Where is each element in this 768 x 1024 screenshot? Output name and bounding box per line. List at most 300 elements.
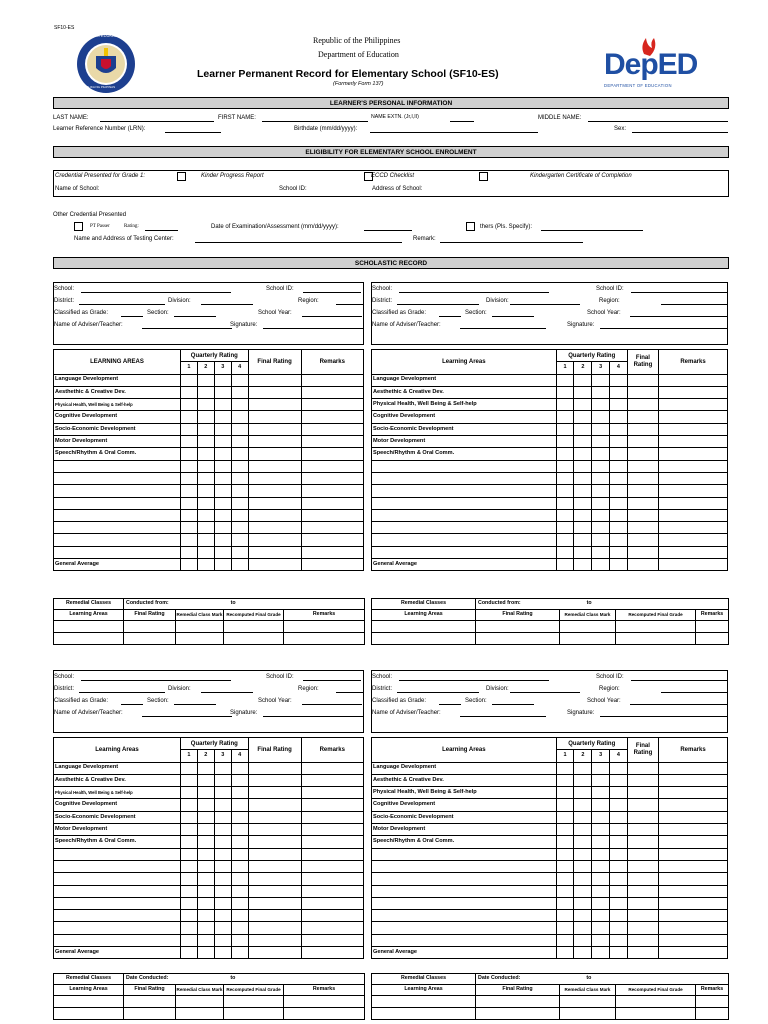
remedial-cell[interactable] [476, 996, 560, 1008]
grade-cell[interactable] [180, 799, 197, 811]
grade-cell[interactable] [574, 787, 592, 799]
grade-cell[interactable] [592, 374, 610, 386]
grade-cell[interactable] [556, 934, 574, 946]
scholastic-field-1-0[interactable] [81, 292, 231, 293]
grade-cell[interactable] [180, 762, 197, 774]
grade-cell[interactable] [248, 947, 301, 959]
grade-cell[interactable] [180, 399, 197, 411]
grade-cell[interactable] [180, 423, 197, 435]
grade-cell[interactable] [610, 860, 628, 872]
scholastic-field-4-6[interactable] [492, 704, 534, 705]
scholastic-field-2-1[interactable] [631, 292, 727, 293]
remedial-cell[interactable] [616, 633, 696, 645]
grade-cell[interactable] [610, 497, 628, 509]
scholastic-field-2-8[interactable] [460, 328, 546, 329]
grade-cell[interactable] [556, 848, 574, 860]
pt-passer-checkbox[interactable] [74, 222, 83, 231]
scholastic-field-1-2[interactable] [79, 304, 165, 305]
grade-cell[interactable] [197, 534, 214, 546]
grade-cell[interactable] [301, 787, 363, 799]
grade-cell[interactable] [301, 922, 363, 934]
grade-cell[interactable] [659, 824, 728, 836]
grade-cell[interactable] [248, 522, 301, 534]
grade-cell[interactable] [214, 460, 231, 472]
remedial-cell[interactable] [372, 1008, 476, 1020]
grade-cell[interactable] [627, 472, 658, 484]
scholastic-field-2-4[interactable] [661, 304, 727, 305]
scholastic-field-1-4[interactable] [336, 304, 363, 305]
scholastic-field-2-6[interactable] [492, 316, 534, 317]
grade-cell[interactable] [556, 799, 574, 811]
grade-cell[interactable] [197, 485, 214, 497]
grade-cell[interactable] [659, 922, 728, 934]
grade-cell[interactable] [659, 873, 728, 885]
grade-cell[interactable] [301, 824, 363, 836]
grade-cell[interactable] [248, 374, 301, 386]
grade-cell[interactable] [231, 522, 248, 534]
remedial-cell[interactable] [476, 1008, 560, 1020]
grade-cell[interactable] [301, 522, 363, 534]
grade-cell[interactable] [231, 497, 248, 509]
grade-cell[interactable] [556, 423, 574, 435]
grade-cell[interactable] [659, 910, 728, 922]
grade-cell[interactable] [248, 860, 301, 872]
grade-cell[interactable] [301, 497, 363, 509]
grade-cell[interactable] [214, 534, 231, 546]
grade-cell[interactable] [574, 848, 592, 860]
grade-cell[interactable] [574, 374, 592, 386]
grade-cell[interactable] [592, 559, 610, 571]
grade-cell[interactable] [301, 947, 363, 959]
grade-cell[interactable] [610, 873, 628, 885]
grade-cell[interactable] [556, 873, 574, 885]
grade-cell[interactable] [592, 436, 610, 448]
grade-cell[interactable] [659, 546, 728, 558]
grade-cell[interactable] [180, 824, 197, 836]
grade-cell[interactable] [556, 546, 574, 558]
scholastic-field-2-0[interactable] [399, 292, 549, 293]
grade-cell[interactable] [231, 799, 248, 811]
grade-cell[interactable] [556, 411, 574, 423]
grade-cell[interactable] [659, 799, 728, 811]
grade-cell[interactable] [610, 947, 628, 959]
grade-cell[interactable] [574, 947, 592, 959]
grade-cell[interactable] [214, 386, 231, 398]
grade-cell[interactable] [574, 799, 592, 811]
scholastic-field-3-5[interactable] [121, 704, 143, 705]
grade-cell[interactable] [301, 436, 363, 448]
grade-cell[interactable] [197, 411, 214, 423]
grade-cell[interactable] [180, 947, 197, 959]
grade-cell[interactable] [231, 460, 248, 472]
grade-cell[interactable] [214, 399, 231, 411]
grade-cell[interactable] [610, 485, 628, 497]
grade-cell[interactable] [574, 811, 592, 823]
last-name-field[interactable] [100, 121, 214, 122]
grade-cell[interactable] [610, 460, 628, 472]
grade-cell[interactable] [659, 811, 728, 823]
scholastic-field-4-3[interactable] [510, 692, 580, 693]
grade-cell[interactable] [574, 448, 592, 460]
grade-cell[interactable] [659, 497, 728, 509]
grade-cell[interactable] [214, 885, 231, 897]
grade-cell[interactable] [231, 885, 248, 897]
grade-cell[interactable] [556, 922, 574, 934]
grade-cell[interactable] [592, 922, 610, 934]
grade-cell[interactable] [556, 910, 574, 922]
grade-cell[interactable] [248, 472, 301, 484]
grade-cell[interactable] [627, 386, 658, 398]
grade-cell[interactable] [556, 860, 574, 872]
grade-cell[interactable] [197, 860, 214, 872]
grade-cell[interactable] [197, 922, 214, 934]
scholastic-field-4-5[interactable] [439, 704, 461, 705]
grade-cell[interactable] [659, 897, 728, 909]
grade-cell[interactable] [180, 534, 197, 546]
grade-cell[interactable] [574, 897, 592, 909]
grade-cell[interactable] [592, 448, 610, 460]
grade-cell[interactable] [231, 546, 248, 558]
grade-cell[interactable] [627, 836, 658, 848]
grade-cell[interactable] [592, 411, 610, 423]
grade-cell[interactable] [659, 836, 728, 848]
grade-cell[interactable] [197, 522, 214, 534]
grade-cell[interactable] [556, 448, 574, 460]
grade-cell[interactable] [659, 386, 728, 398]
grade-cell[interactable] [574, 836, 592, 848]
grade-cell[interactable] [659, 534, 728, 546]
grade-cell[interactable] [231, 774, 248, 786]
grade-cell[interactable] [301, 811, 363, 823]
grade-cell[interactable] [301, 873, 363, 885]
grade-cell[interactable] [248, 787, 301, 799]
grade-cell[interactable] [627, 448, 658, 460]
remedial-cell[interactable] [224, 996, 284, 1008]
grade-cell[interactable] [627, 509, 658, 521]
remedial-cell[interactable] [476, 633, 560, 645]
grade-cell[interactable] [556, 522, 574, 534]
grade-cell[interactable] [197, 885, 214, 897]
remedial-cell[interactable] [224, 1008, 284, 1020]
remedial-cell[interactable] [224, 621, 284, 633]
grade-cell[interactable] [197, 811, 214, 823]
grade-cell[interactable] [627, 546, 658, 558]
grade-cell[interactable] [248, 897, 301, 909]
grade-cell[interactable] [231, 386, 248, 398]
grade-cell[interactable] [301, 910, 363, 922]
remedial-cell[interactable] [176, 633, 224, 645]
grade-cell[interactable] [592, 485, 610, 497]
grade-cell[interactable] [592, 497, 610, 509]
grade-cell[interactable] [197, 910, 214, 922]
grade-cell[interactable] [214, 860, 231, 872]
grade-cell[interactable] [627, 374, 658, 386]
grade-cell[interactable] [197, 848, 214, 860]
grade-cell[interactable] [301, 399, 363, 411]
scholastic-field-2-5[interactable] [439, 316, 461, 317]
grade-cell[interactable] [627, 399, 658, 411]
grade-cell[interactable] [180, 374, 197, 386]
grade-cell[interactable] [248, 399, 301, 411]
grade-cell[interactable] [231, 472, 248, 484]
grade-cell[interactable] [556, 472, 574, 484]
grade-cell[interactable] [610, 762, 628, 774]
grade-cell[interactable] [248, 873, 301, 885]
grade-cell[interactable] [659, 774, 728, 786]
grade-cell[interactable] [592, 787, 610, 799]
grade-cell[interactable] [197, 947, 214, 959]
grade-cell[interactable] [248, 534, 301, 546]
grade-cell[interactable] [197, 399, 214, 411]
grade-cell[interactable] [592, 399, 610, 411]
grade-cell[interactable] [248, 386, 301, 398]
grade-cell[interactable] [574, 399, 592, 411]
grade-cell[interactable] [197, 559, 214, 571]
grade-cell[interactable] [592, 423, 610, 435]
grade-cell[interactable] [301, 885, 363, 897]
grade-cell[interactable] [574, 559, 592, 571]
grade-cell[interactable] [659, 472, 728, 484]
grade-cell[interactable] [592, 522, 610, 534]
scholastic-field-4-7[interactable] [630, 704, 728, 705]
grade-cell[interactable] [574, 436, 592, 448]
remedial-cell[interactable] [696, 621, 729, 633]
grade-cell[interactable] [197, 762, 214, 774]
grade-cell[interactable] [610, 897, 628, 909]
birthdate-field[interactable] [370, 132, 538, 133]
grade-cell[interactable] [180, 934, 197, 946]
grade-cell[interactable] [214, 485, 231, 497]
grade-cell[interactable] [627, 436, 658, 448]
remedial-cell[interactable] [54, 1008, 124, 1020]
grade-cell[interactable] [592, 762, 610, 774]
grade-cell[interactable] [627, 497, 658, 509]
grade-cell[interactable] [574, 824, 592, 836]
grade-cell[interactable] [180, 873, 197, 885]
remedial-cell[interactable] [224, 633, 284, 645]
grade-cell[interactable] [214, 509, 231, 521]
grade-cell[interactable] [248, 436, 301, 448]
grade-cell[interactable] [197, 934, 214, 946]
grade-cell[interactable] [231, 559, 248, 571]
remedial-cell[interactable] [54, 996, 124, 1008]
grade-cell[interactable] [301, 423, 363, 435]
grade-cell[interactable] [231, 787, 248, 799]
grade-cell[interactable] [180, 860, 197, 872]
grade-cell[interactable] [627, 934, 658, 946]
grade-cell[interactable] [659, 787, 728, 799]
grade-cell[interactable] [592, 897, 610, 909]
scholastic-field-1-5[interactable] [121, 316, 143, 317]
grade-cell[interactable] [556, 386, 574, 398]
remedial-cell[interactable] [54, 621, 124, 633]
name-ext-field[interactable] [450, 121, 474, 122]
grade-cell[interactable] [610, 423, 628, 435]
grade-cell[interactable] [301, 934, 363, 946]
grade-cell[interactable] [180, 836, 197, 848]
grade-cell[interactable] [301, 762, 363, 774]
grade-cell[interactable] [592, 546, 610, 558]
grade-cell[interactable] [301, 448, 363, 460]
grade-cell[interactable] [659, 374, 728, 386]
grade-cell[interactable] [659, 460, 728, 472]
remedial-cell[interactable] [124, 621, 176, 633]
grade-cell[interactable] [248, 485, 301, 497]
grade-cell[interactable] [214, 824, 231, 836]
grade-cell[interactable] [301, 774, 363, 786]
remedial-cell[interactable] [696, 633, 729, 645]
grade-cell[interactable] [592, 848, 610, 860]
remedial-cell[interactable] [176, 996, 224, 1008]
grade-cell[interactable] [556, 947, 574, 959]
grade-cell[interactable] [592, 910, 610, 922]
grade-cell[interactable] [231, 947, 248, 959]
grade-cell[interactable] [592, 885, 610, 897]
remedial-cell[interactable] [372, 996, 476, 1008]
grade-cell[interactable] [574, 762, 592, 774]
others-checkbox[interactable] [466, 222, 475, 231]
grade-cell[interactable] [610, 559, 628, 571]
grade-cell[interactable] [627, 460, 658, 472]
grade-cell[interactable] [231, 922, 248, 934]
grade-cell[interactable] [592, 824, 610, 836]
grade-cell[interactable] [574, 534, 592, 546]
grade-cell[interactable] [231, 910, 248, 922]
grade-cell[interactable] [248, 910, 301, 922]
grade-cell[interactable] [180, 559, 197, 571]
grade-cell[interactable] [180, 509, 197, 521]
grade-cell[interactable] [180, 522, 197, 534]
grade-cell[interactable] [659, 885, 728, 897]
grade-cell[interactable] [627, 559, 658, 571]
grade-cell[interactable] [659, 559, 728, 571]
grade-cell[interactable] [610, 436, 628, 448]
grade-cell[interactable] [592, 934, 610, 946]
date-exam-field[interactable] [364, 230, 412, 231]
grade-cell[interactable] [659, 436, 728, 448]
grade-cell[interactable] [574, 485, 592, 497]
grade-cell[interactable] [556, 897, 574, 909]
grade-cell[interactable] [214, 472, 231, 484]
grade-cell[interactable] [610, 546, 628, 558]
grade-cell[interactable] [592, 873, 610, 885]
grade-cell[interactable] [574, 386, 592, 398]
remedial-cell[interactable] [176, 621, 224, 633]
scholastic-field-3-3[interactable] [201, 692, 253, 693]
grade-cell[interactable] [214, 897, 231, 909]
grade-cell[interactable] [610, 885, 628, 897]
grade-cell[interactable] [197, 497, 214, 509]
grade-cell[interactable] [627, 848, 658, 860]
grade-cell[interactable] [659, 860, 728, 872]
grade-cell[interactable] [180, 472, 197, 484]
remedial-cell[interactable] [124, 633, 176, 645]
grade-cell[interactable] [556, 762, 574, 774]
grade-cell[interactable] [556, 509, 574, 521]
grade-cell[interactable] [659, 399, 728, 411]
grade-cell[interactable] [610, 509, 628, 521]
grade-cell[interactable] [556, 774, 574, 786]
grade-cell[interactable] [180, 485, 197, 497]
grade-cell[interactable] [659, 522, 728, 534]
grade-cell[interactable] [214, 497, 231, 509]
grade-cell[interactable] [610, 472, 628, 484]
grade-cell[interactable] [627, 922, 658, 934]
scholastic-field-4-2[interactable] [397, 692, 479, 693]
grade-cell[interactable] [556, 436, 574, 448]
grade-cell[interactable] [214, 787, 231, 799]
grade-cell[interactable] [659, 934, 728, 946]
grade-cell[interactable] [659, 448, 728, 460]
grade-cell[interactable] [592, 386, 610, 398]
grade-cell[interactable] [197, 448, 214, 460]
grade-cell[interactable] [231, 411, 248, 423]
grade-cell[interactable] [214, 559, 231, 571]
grade-cell[interactable] [231, 836, 248, 848]
grade-cell[interactable] [301, 860, 363, 872]
grade-cell[interactable] [574, 411, 592, 423]
grade-cell[interactable] [180, 922, 197, 934]
grade-cell[interactable] [574, 497, 592, 509]
grade-cell[interactable] [610, 799, 628, 811]
grade-cell[interactable] [197, 386, 214, 398]
grade-cell[interactable] [248, 460, 301, 472]
grade-cell[interactable] [301, 485, 363, 497]
grade-cell[interactable] [231, 374, 248, 386]
grade-cell[interactable] [301, 559, 363, 571]
grade-cell[interactable] [610, 522, 628, 534]
grade-cell[interactable] [574, 910, 592, 922]
remedial-cell[interactable] [176, 1008, 224, 1020]
grade-cell[interactable] [248, 559, 301, 571]
grade-cell[interactable] [556, 811, 574, 823]
grade-cell[interactable] [231, 824, 248, 836]
grade-cell[interactable] [180, 546, 197, 558]
testing-center-field[interactable] [195, 242, 402, 243]
scholastic-field-2-7[interactable] [630, 316, 728, 317]
scholastic-field-1-1[interactable] [303, 292, 361, 293]
grade-cell[interactable] [592, 860, 610, 872]
grade-cell[interactable] [197, 472, 214, 484]
grade-cell[interactable] [197, 546, 214, 558]
grade-cell[interactable] [627, 522, 658, 534]
grade-cell[interactable] [627, 811, 658, 823]
grade-cell[interactable] [556, 836, 574, 848]
remedial-cell[interactable] [54, 633, 124, 645]
remedial-cell[interactable] [476, 621, 560, 633]
grade-cell[interactable] [627, 423, 658, 435]
remedial-cell[interactable] [284, 996, 365, 1008]
scholastic-field-3-2[interactable] [79, 692, 165, 693]
grade-cell[interactable] [248, 934, 301, 946]
grade-cell[interactable] [301, 509, 363, 521]
rating-field[interactable] [145, 230, 178, 231]
grade-cell[interactable] [214, 799, 231, 811]
grade-cell[interactable] [659, 423, 728, 435]
remedial-cell[interactable] [372, 621, 476, 633]
grade-cell[interactable] [556, 399, 574, 411]
grade-cell[interactable] [301, 836, 363, 848]
grade-cell[interactable] [610, 411, 628, 423]
grade-cell[interactable] [610, 448, 628, 460]
grade-cell[interactable] [214, 774, 231, 786]
remedial-cell[interactable] [560, 1008, 616, 1020]
remedial-cell[interactable] [560, 996, 616, 1008]
grade-cell[interactable] [248, 774, 301, 786]
grade-cell[interactable] [627, 860, 658, 872]
grade-cell[interactable] [574, 774, 592, 786]
scholastic-field-3-7[interactable] [302, 704, 362, 705]
